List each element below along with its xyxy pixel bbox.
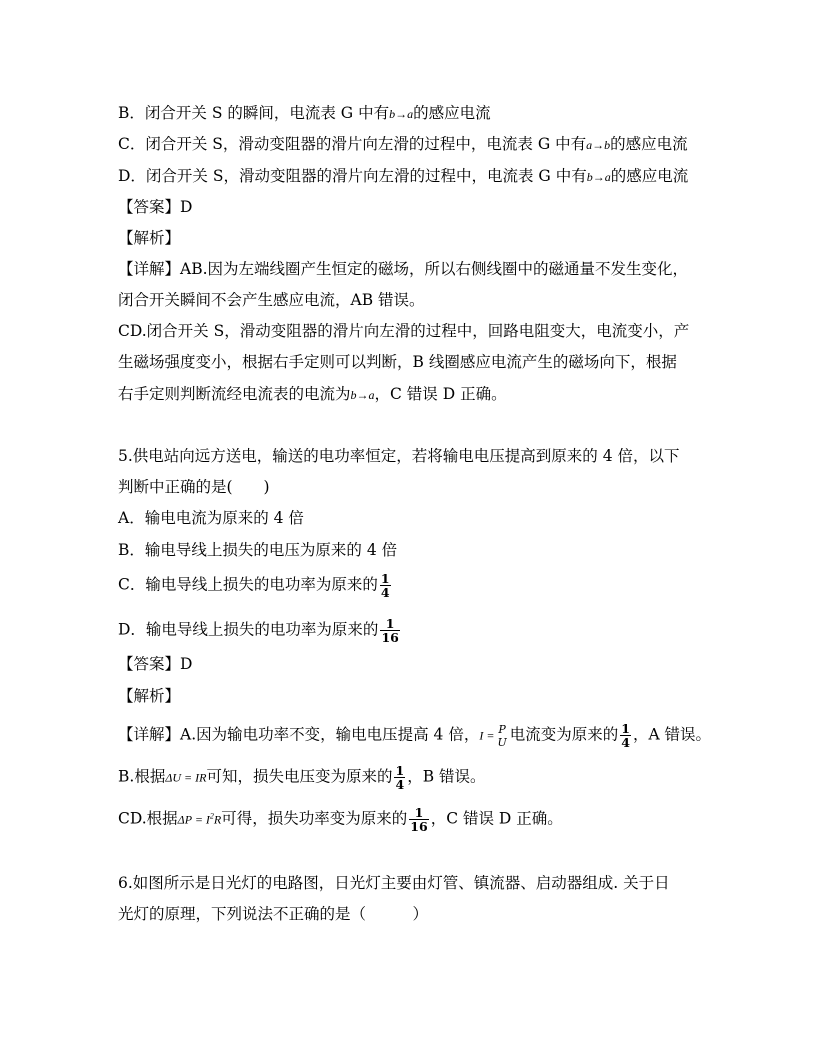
fraction-denominator: 4 [380, 585, 390, 600]
q4-detail-5-suffix: ，C 错误 D 正确。 [374, 385, 507, 403]
q4-option-d [118, 166, 688, 187]
q4-analysis-heading: 【解析】 [118, 229, 181, 247]
q5-detail-3-formula: ΔP = I [177, 812, 210, 827]
q4-option-d-suffix: 的感应电流 [610, 167, 689, 185]
q5-stem-line-1: 5.供电站向远方送电，输送的电功率恒定，若将输电电压提高到原来的 4 倍，以下 [118, 447, 680, 465]
q4-option-d-text: D．闭合开关 S，滑动变阻器的滑片向左滑的过程中，电流表 G 中有 [118, 167, 587, 185]
q4-option-b-suffix: 的感应电流 [413, 104, 491, 122]
q4-detail-line-1: 【详解】AB.因为左端线圈产生恒定的磁场，所以右侧线圈中的磁通量不发生变化， [118, 260, 689, 278]
q5-detail-1-suffix: ，A 错误。 [632, 725, 712, 744]
fraction-denominator: 16 [381, 630, 399, 645]
q5-option-d [118, 617, 402, 644]
fraction-numerator: 1 [409, 806, 428, 820]
q6-stem-line-2: 光灯的原理，下列说法不正确的是（ ） [118, 905, 429, 923]
fraction-denominator: 16 [410, 819, 428, 834]
fraction-numerator: 1 [380, 571, 390, 586]
q5-option-d-text: D．输电导线上损失的电功率为原来的 [118, 620, 379, 639]
q4-answer: 【答案】D [118, 198, 193, 216]
q5-detail-3-middle: 可得，损失功率变为原来的 [221, 809, 408, 828]
fraction-numerator: 1 [621, 721, 630, 736]
q4-option-d-math: b→a [586, 170, 611, 184]
q5-detail-1-formula-lhs: I = [479, 728, 495, 743]
q5-detail-2-middle: 可知，损失电压变为原来的 [206, 767, 393, 786]
q5-detail-line-2 [118, 764, 486, 791]
q5-option-a: A．输电电流为原来的 4 倍 [118, 509, 304, 527]
fraction-numerator: 1 [380, 617, 399, 631]
fraction-numerator: P [498, 722, 506, 736]
q5-option-b: B．输电导线上损失的电压为原来的 4 倍 [118, 541, 398, 559]
q5-detail-1-text: 【详解】A.因为输电功率不变，输电电压提高 4 倍， [118, 725, 480, 744]
q5-detail-3-suffix: ，C 错误 D 正确。 [430, 809, 563, 828]
q4-option-c-text: C．闭合开关 S，滑动变阻器的滑片向左滑的过程中，电流表 G 中有 [118, 135, 587, 153]
fraction-denominator: 4 [395, 777, 405, 792]
q5-detail-2-text: B.根据 [118, 767, 166, 786]
q5-option-c-fraction [380, 572, 391, 599]
q5-option-c-text: C．输电导线上损失的电功率为原来的 [118, 575, 378, 594]
q5-detail-2-fraction [394, 764, 405, 791]
fraction-denominator: U [497, 735, 507, 749]
q5-detail-2-formula: ΔU = IR [165, 770, 207, 785]
q4-detail-5-math: b→a [350, 388, 375, 402]
q5-detail-line-1 [118, 722, 711, 749]
q5-detail-1-fraction [620, 722, 631, 749]
q4-detail-line-4: 生磁场强度变小，根据右手定则可以判断，B 线圈感应电流产生的磁场向下，根据 [118, 353, 677, 371]
q4-option-c-math: a→b [586, 138, 611, 152]
fraction-denominator: 4 [621, 735, 630, 750]
q5-detail-line-3 [118, 806, 563, 833]
q6-stem-line-1: 6.如图所示是日光灯的电路图，日光灯主要由灯管、镇流器、启动器组成. 关于日 [118, 874, 670, 892]
q4-detail-line-3: CD.闭合开关 S，滑动变阻器的滑片向左滑的过程中，回路电阻变大，电流变小，产 [118, 322, 690, 340]
q4-detail-line-5 [118, 384, 507, 405]
q5-option-d-fraction [380, 617, 399, 644]
q5-detail-3-formula-tail: R [213, 812, 222, 827]
q5-detail-1-formula-fraction [496, 723, 507, 749]
q5-option-c [118, 572, 393, 599]
q5-detail-3-superscript: 2 [209, 811, 214, 821]
fraction-numerator: 1 [395, 763, 405, 778]
q4-detail-5-text: 右手定则判断流经电流表的电流为 [118, 385, 351, 403]
q5-detail-2-suffix: ，B 错误。 [407, 767, 486, 786]
q5-stem-line-2: 判断中正确的是( ) [118, 478, 270, 496]
q4-option-b-text: B．闭合开关 S 的瞬间，电流表 G 中有 [118, 104, 390, 122]
q4-detail-line-2: 闭合开关瞬间不会产生感应电流，AB 错误。 [118, 291, 425, 309]
q5-detail-3-text: CD.根据 [118, 809, 178, 828]
q4-option-c [118, 134, 688, 155]
q4-option-b-math: b→a [389, 107, 414, 121]
q5-detail-3-fraction [409, 806, 428, 833]
q5-answer: 【答案】D [118, 655, 193, 673]
q5-analysis-heading: 【解析】 [118, 687, 181, 705]
q5-detail-1-middle: 电流变为原来的 [509, 725, 619, 744]
q4-option-c-suffix: 的感应电流 [610, 135, 688, 153]
q4-option-b [118, 103, 491, 124]
